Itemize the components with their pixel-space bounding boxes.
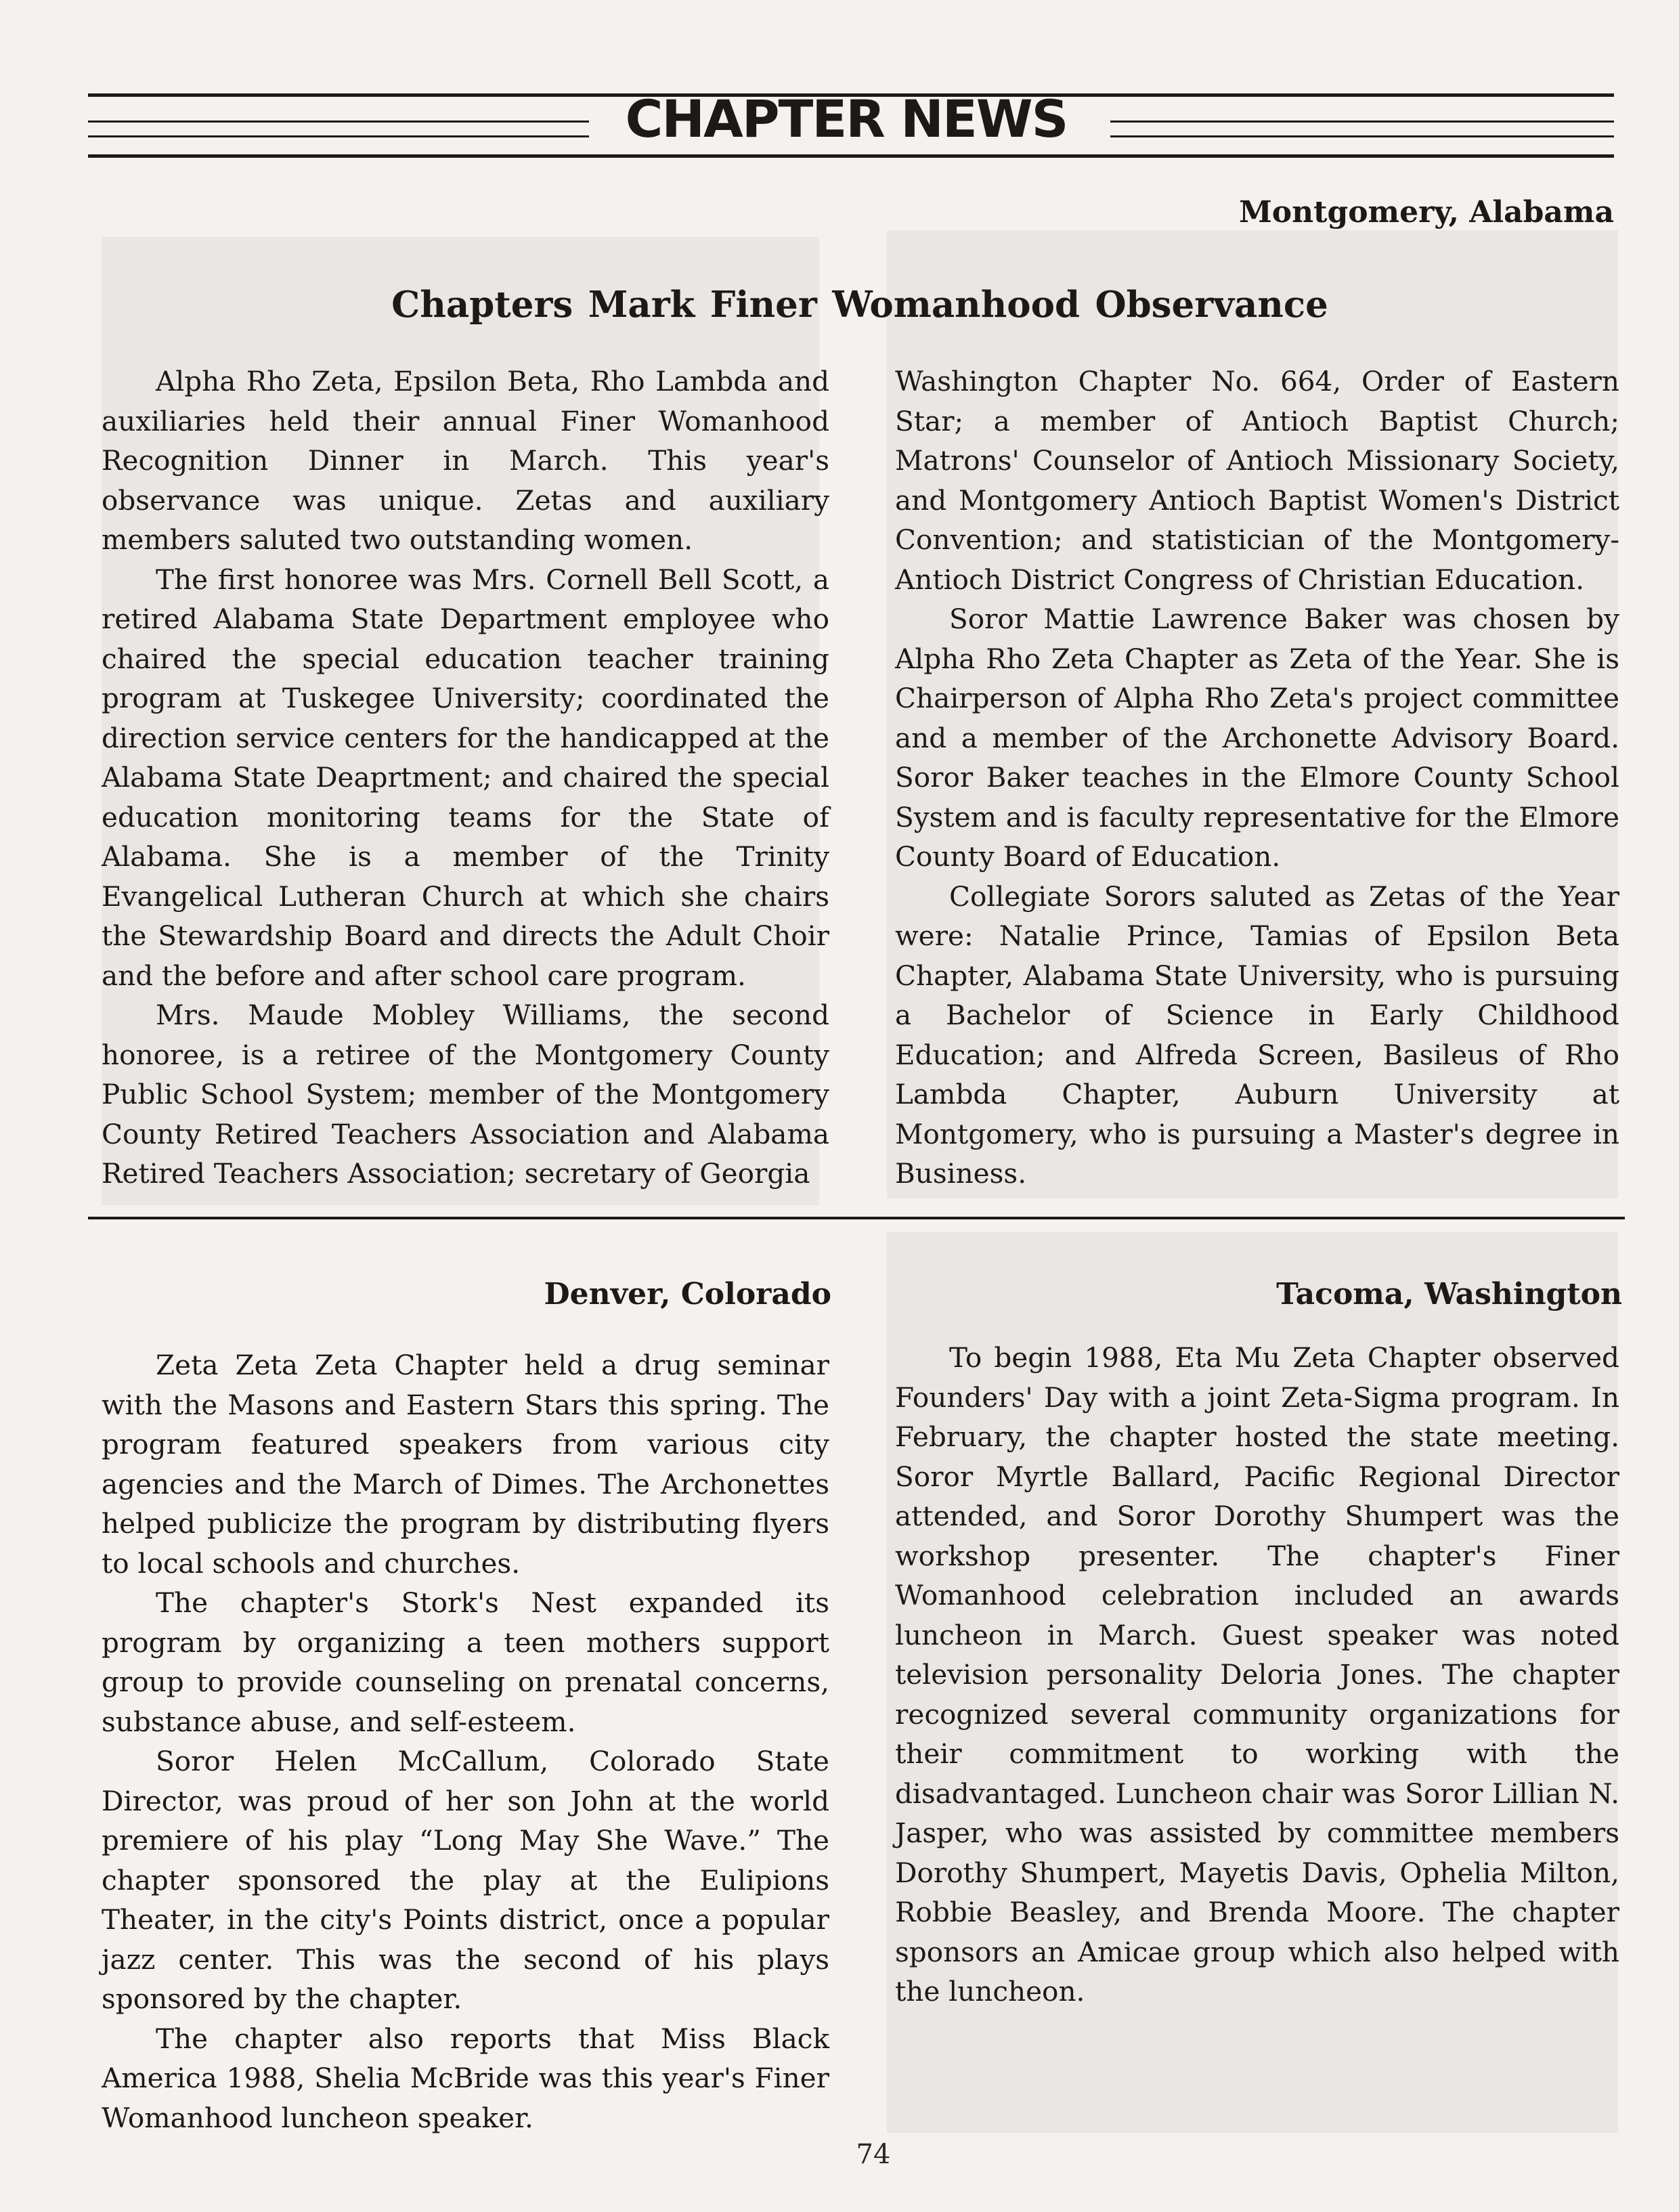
- section-divider: [88, 1217, 1625, 1219]
- location-montgomery: Montgomery, Alabama: [1239, 195, 1614, 230]
- masthead-title: CHAPTER NEWS: [625, 89, 1068, 149]
- denver-column: [102, 1345, 829, 2138]
- masthead-bottom-rule: [88, 154, 1614, 158]
- location-tacoma: Tacoma, Washington: [1276, 1277, 1622, 1311]
- montgomery-left-column: [102, 362, 829, 1194]
- paragraph: The chapter's Stork's Nest expanded its program by organizing a teen mothers support group to provide counseling on prenatal concerns, substance abuse, and self-esteem.: [102, 1586, 829, 1738]
- paragraph: Zeta Zeta Zeta Chapter held a drug seminar with the Masons and Eastern Stars this spring. The program featured speakers from various city agencies and the March of Dimes. The Archonettes helped publicize the program by distributing flyers to local schools and churches.: [102, 1349, 829, 1580]
- paragraph: Soror Mattie Lawrence Baker was chosen by Alpha Rho Zeta Chapter as Zeta of the Year. She is Chairperson of Alpha Rho Zeta's project committee and a member of the Archonette Advisory Board. Soror Baker teaches in the Elmore County School System and is faculty representative for the Elmore County Board of Education.: [895, 603, 1619, 873]
- location-denver: Denver, Colorado: [544, 1277, 831, 1311]
- tacoma-column: [895, 1338, 1619, 2012]
- paragraph: Collegiate Sorors saluted as Zetas of the Year were: Natalie Prince, Tamias of Epsilon Beta Chapter, Alabama State University, who is pursuing a Bachelor of Science in Early Childhood Education; and Alfreda Screen, Basileus of Rho Lambda Chapter, Auburn University at Montgomery, who is pursuing a Master's degree in Business.: [895, 880, 1619, 1190]
- masthead-rule-left-2: [88, 135, 589, 137]
- paragraph: Soror Helen McCallum, Colorado State Director, was proud of her son John at the world premiere of his play “Long May She Wave.” The chapter sponsored the play at the Eulipions Theater, in the city's Points district, once a popular jazz center. This was the second of his plays sponsored by the chapter.: [102, 1745, 829, 2015]
- masthead-rule-left-1: [88, 121, 589, 123]
- masthead-rule-right-1: [1110, 121, 1614, 123]
- masthead-rule-right-2: [1110, 135, 1614, 137]
- paragraph: The chapter also reports that Miss Black America 1988, Shelia McBride was this year's Finer Womanhood luncheon speaker.: [102, 2022, 829, 2134]
- paragraph: Washington Chapter No. 664, Order of Eastern Star; a member of Antioch Baptist Church; Matrons' Counselor of Antioch Missionary Society, and Montgomery Antioch Baptist Women's District Convention; and statistician of the Montgomery-Antioch District Congress of Christian Education.: [895, 365, 1619, 596]
- article-headline: Chapters Mark Finer Womanhood Observance: [391, 284, 1328, 326]
- montgomery-right-column: [895, 362, 1619, 1194]
- paragraph: Alpha Rho Zeta, Epsilon Beta, Rho Lambda and auxiliaries held their annual Finer Womanhood Recognition Dinner in March. This year's observance was unique. Zetas and auxiliary members saluted two outstanding women.: [102, 365, 829, 556]
- paragraph: To begin 1988, Eta Mu Zeta Chapter observed Founders' Day with a joint Zeta-Sigma program. In February, the chapter hosted the state meeting. Soror Myrtle Ballard, Pacific Regional Director attended, and Soror Dorothy Shumpert was the workshop presenter. The chapter's Finer Womanhood celebration included an awards luncheon in March. Guest speaker was noted television personality Deloria Jones. The chapter recognized several community organizations for their commitment to working with the disadvantaged. Luncheon chair was Soror Lillian N. Jasper, who was assisted by committee members Dorothy Shumpert, Mayetis Davis, Ophelia Milton, Robbie Beasley, and Brenda Moore. The chapter sponsors an Amicae group which also helped with the luncheon.: [895, 1341, 1619, 2008]
- page-number: 74: [856, 2139, 891, 2170]
- paragraph: Mrs. Maude Mobley Williams, the second honoree, is a retiree of the Montgomery County Public School System; member of the Montgomery County Retired Teachers Association and Alabama Retired Teachers Association; secretary of Georgia: [102, 999, 829, 1190]
- paragraph: The first honoree was Mrs. Cornell Bell Scott, a retired Alabama State Department employee who chaired the special education teacher training program at Tuskegee University; coordinated the direction service centers for the handicapped at the Alabama State Deaprtment; and chaired the special education monitoring teams for the State of Alabama. She is a member of the Trinity Evangelical Lutheran Church at which she chairs the Stewardship Board and directs the Adult Choir and the before and after school care program.: [102, 563, 829, 992]
